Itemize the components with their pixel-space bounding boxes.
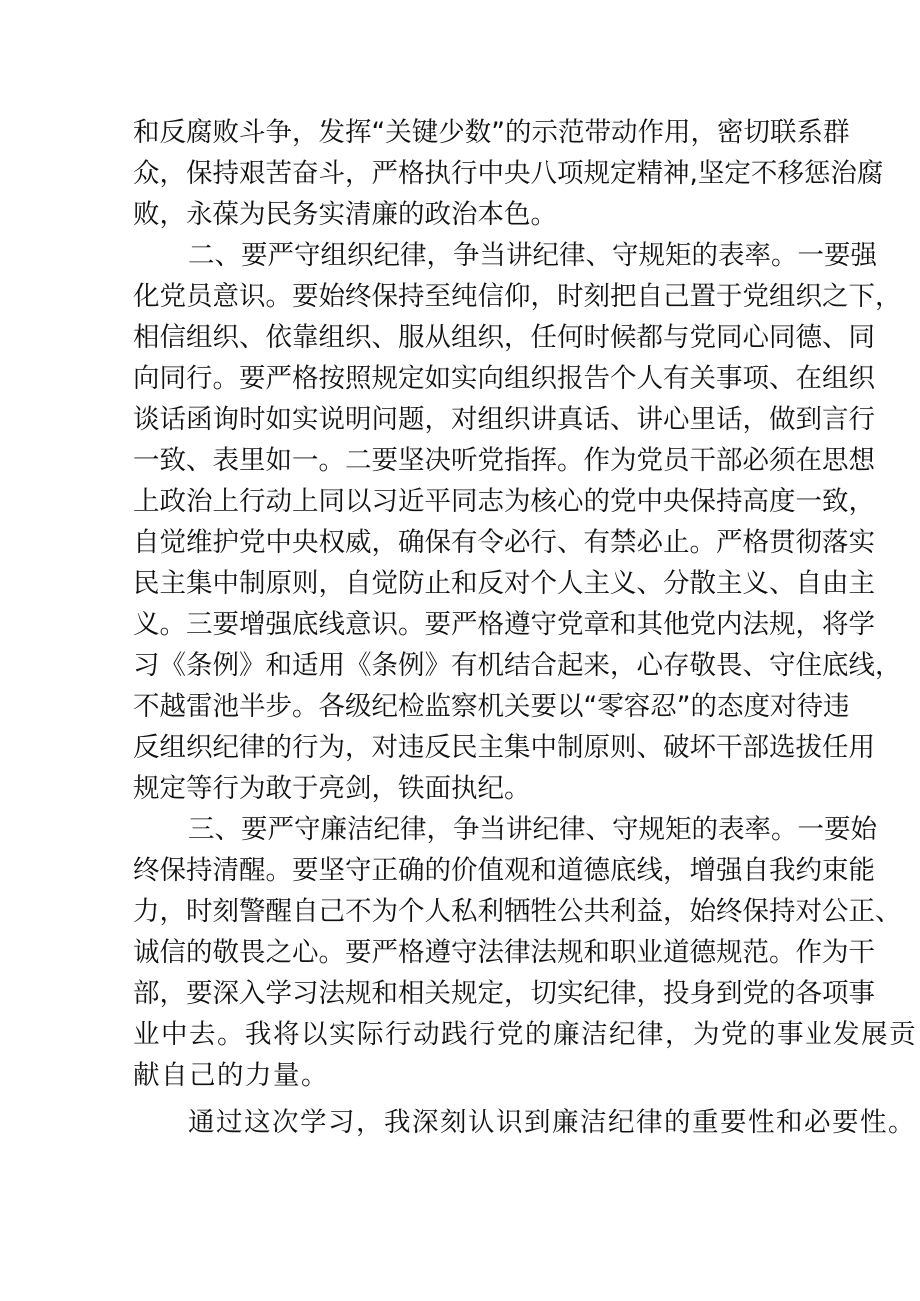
- text-line: 终保持清醒。要坚守正确的价值观和道德底线，增强自我约束能: [133, 855, 875, 886]
- text-line: 自觉维护党中央权威，确保有令必行、有禁必止。严格贯彻落实: [133, 527, 875, 558]
- text-line: 力，时刻警醒自己不为个人私利牺牲公共利益，始终保持对公正、: [133, 896, 902, 927]
- document-body: [133, 112, 917, 1143]
- closing-paragraph-line: 通过这次学习，我深刻认识到廉洁纪律的重要性和必要性。: [188, 1107, 916, 1138]
- section-heading-line: 二、要严守组织纪律，争当讲纪律、守规矩的表率。一要强: [188, 240, 877, 271]
- text-line: 民主集中制原则，自觉防止和反对个人主义、分散主义、自由主: [133, 568, 875, 599]
- text-line: 献自己的力量。: [133, 1060, 329, 1091]
- text-line: 业中去。我将以实际行动践行党的廉洁纪律，为党的事业发展贡: [133, 1019, 917, 1050]
- text-line: 规定等行为敢于亮剑，铁面执纪。: [133, 773, 531, 804]
- text-line: 向同行。要严格按照规定如实向组织报告个人有关事项、在组织: [133, 363, 875, 394]
- text-line: 义。三要增强底线意识。要严格遵守党章和其他党内法规，将学: [133, 609, 875, 640]
- text-line: 化党员意识。要始终保持至纯信仰，时刻把自己置于党组织之下，: [133, 281, 902, 312]
- text-line: 部，要深入学习法规和相关规定，切实纪律，投身到党的各项事: [133, 978, 875, 1009]
- text-line: 和反腐败斗争，发挥“关键少数”的示范带动作用，密切联系群: [133, 117, 850, 148]
- text-line: 谈话函询时如实说明问题，对组织讲真话、讲心里话，做到言行: [133, 404, 875, 435]
- text-line: 一致、表里如一。二要坚决听党指挥。作为党员干部必须在思想: [133, 445, 875, 476]
- text-line: 败，永葆为民务实清廉的政治本色。: [133, 199, 557, 230]
- text-line: 习《条例》和适用《条例》有机结合起来，心存敬畏、守住底线，: [133, 650, 902, 681]
- text-line: 相信组织、依靠组织、服从组织，任何时候都与党同心同德、同: [133, 322, 875, 353]
- text-line: 诚信的敬畏之心。要严格遵守法律法规和职业道德规范。作为干: [133, 937, 875, 968]
- text-line: 反组织纪律的行为，对违反民主集中制原则、破坏干部选拔任用: [133, 732, 875, 763]
- text-line: 不越雷池半步。各级纪检监察机关要以“零容忍”的态度对待违: [133, 691, 850, 722]
- text-line: 众，保持艰苦奋斗，严格执行中央八项规定精神,坚定不移惩治腐: [133, 158, 884, 189]
- text-line: 上政治上行动上同以习近平同志为核心的党中央保持高度一致，: [133, 486, 875, 517]
- section-heading-line: 三、要严守廉洁纪律，争当讲纪律、守规矩的表率。一要始: [188, 814, 877, 845]
